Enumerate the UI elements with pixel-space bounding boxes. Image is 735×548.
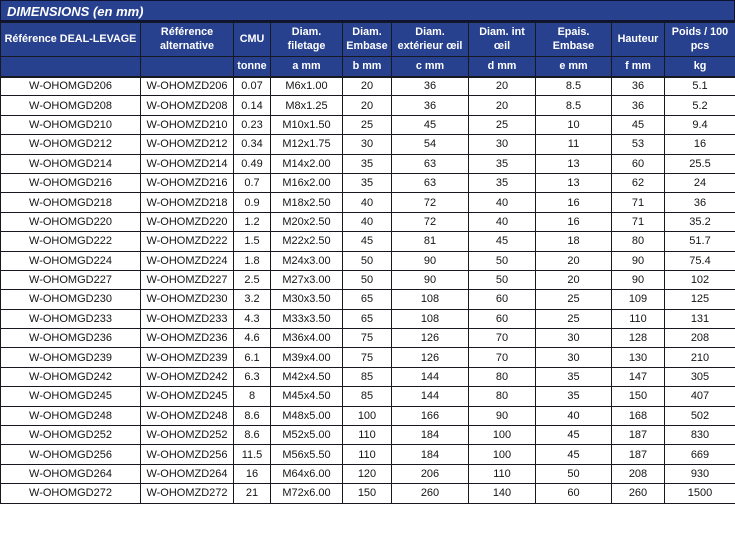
cell-diam-embase: 120 <box>343 464 392 483</box>
cell-cmu: 2.5 <box>234 270 271 289</box>
cell-ref-alternative: W-OHOMZD224 <box>141 251 234 270</box>
cell-poids-100pcs: 125 <box>665 290 735 309</box>
column-unit-poids-100pcs: kg <box>665 57 735 77</box>
cell-diam-embase: 40 <box>343 212 392 231</box>
cell-cmu: 4.6 <box>234 329 271 348</box>
cell-diam-exterieur-oeil: 260 <box>392 484 469 503</box>
cell-hauteur: 71 <box>612 212 665 231</box>
cell-diam-filetage: M33x3.50 <box>271 309 343 328</box>
table-row <box>1 135 735 154</box>
cell-epais-embase: 16 <box>536 212 612 231</box>
cell-epais-embase: 13 <box>536 173 612 192</box>
cell-epais-embase: 8.5 <box>536 77 612 96</box>
cell-cmu: 0.49 <box>234 154 271 173</box>
column-header-diam-int-oeil: Diam. int œil <box>469 23 536 57</box>
table-row <box>1 173 735 192</box>
column-unit-hauteur: f mm <box>612 57 665 77</box>
column-unit-ref-deal-levage <box>1 57 141 77</box>
cell-epais-embase: 10 <box>536 115 612 134</box>
cell-ref-alternative: W-OHOMZD206 <box>141 77 234 96</box>
cell-ref-deal-levage: W-OHOMGD252 <box>1 426 141 445</box>
cell-poids-100pcs: 210 <box>665 348 735 367</box>
cell-ref-deal-levage: W-OHOMGD227 <box>1 270 141 289</box>
cell-epais-embase: 20 <box>536 251 612 270</box>
table-row <box>1 348 735 367</box>
table-row <box>1 367 735 386</box>
cell-diam-embase: 35 <box>343 173 392 192</box>
cell-epais-embase: 18 <box>536 232 612 251</box>
cell-cmu: 0.23 <box>234 115 271 134</box>
cell-diam-exterieur-oeil: 126 <box>392 329 469 348</box>
cell-diam-exterieur-oeil: 184 <box>392 445 469 464</box>
table-row <box>1 309 735 328</box>
cell-hauteur: 208 <box>612 464 665 483</box>
cell-diam-embase: 110 <box>343 445 392 464</box>
cell-diam-embase: 85 <box>343 367 392 386</box>
cell-diam-exterieur-oeil: 108 <box>392 309 469 328</box>
cell-diam-filetage: M36x4.00 <box>271 329 343 348</box>
cell-poids-100pcs: 25.5 <box>665 154 735 173</box>
cell-diam-exterieur-oeil: 63 <box>392 173 469 192</box>
cell-cmu: 1.2 <box>234 212 271 231</box>
cell-ref-alternative: W-OHOMZD218 <box>141 193 234 212</box>
cell-diam-exterieur-oeil: 54 <box>392 135 469 154</box>
cell-ref-deal-levage: W-OHOMGD239 <box>1 348 141 367</box>
column-header-hauteur: Hauteur <box>612 23 665 57</box>
cell-ref-alternative: W-OHOMZD252 <box>141 426 234 445</box>
cell-ref-deal-levage: W-OHOMGD242 <box>1 367 141 386</box>
cell-poids-100pcs: 5.2 <box>665 96 735 115</box>
cell-hauteur: 147 <box>612 367 665 386</box>
cell-diam-int-oeil: 25 <box>469 115 536 134</box>
table-row <box>1 212 735 231</box>
cell-cmu: 0.07 <box>234 77 271 96</box>
cell-hauteur: 53 <box>612 135 665 154</box>
column-header-epais-embase: Epais. Embase <box>536 23 612 57</box>
cell-hauteur: 90 <box>612 270 665 289</box>
table-row <box>1 290 735 309</box>
cell-ref-alternative: W-OHOMZD216 <box>141 173 234 192</box>
cell-hauteur: 130 <box>612 348 665 367</box>
column-header-diam-filetage: Diam. filetage <box>271 23 343 57</box>
header-row-units <box>1 57 735 77</box>
cell-ref-deal-levage: W-OHOMGD248 <box>1 406 141 425</box>
cell-ref-alternative: W-OHOMZD220 <box>141 212 234 231</box>
cell-ref-alternative: W-OHOMZD245 <box>141 387 234 406</box>
cell-diam-int-oeil: 50 <box>469 251 536 270</box>
cell-diam-exterieur-oeil: 144 <box>392 387 469 406</box>
cell-ref-deal-levage: W-OHOMGD222 <box>1 232 141 251</box>
cell-diam-int-oeil: 80 <box>469 387 536 406</box>
cell-epais-embase: 45 <box>536 445 612 464</box>
cell-epais-embase: 60 <box>536 484 612 503</box>
cell-cmu: 1.5 <box>234 232 271 251</box>
cell-diam-exterieur-oeil: 72 <box>392 212 469 231</box>
cell-ref-deal-levage: W-OHOMGD210 <box>1 115 141 134</box>
cell-diam-embase: 40 <box>343 193 392 212</box>
cell-cmu: 8.6 <box>234 406 271 425</box>
column-unit-diam-embase: b mm <box>343 57 392 77</box>
table-body <box>1 77 735 504</box>
cell-cmu: 6.3 <box>234 367 271 386</box>
cell-diam-embase: 20 <box>343 77 392 96</box>
cell-diam-int-oeil: 45 <box>469 232 536 251</box>
table-row <box>1 115 735 134</box>
cell-diam-filetage: M52x5.00 <box>271 426 343 445</box>
cell-epais-embase: 25 <box>536 290 612 309</box>
cell-epais-embase: 30 <box>536 329 612 348</box>
cell-poids-100pcs: 102 <box>665 270 735 289</box>
cell-diam-embase: 65 <box>343 290 392 309</box>
table-row <box>1 270 735 289</box>
cell-diam-int-oeil: 80 <box>469 367 536 386</box>
table-row <box>1 464 735 483</box>
cell-epais-embase: 50 <box>536 464 612 483</box>
cell-diam-embase: 25 <box>343 115 392 134</box>
cell-hauteur: 150 <box>612 387 665 406</box>
column-unit-diam-filetage: a mm <box>271 57 343 77</box>
column-header-diam-embase: Diam. Embase <box>343 23 392 57</box>
cell-poids-100pcs: 930 <box>665 464 735 483</box>
cell-diam-embase: 50 <box>343 270 392 289</box>
cell-diam-filetage: M22x2.50 <box>271 232 343 251</box>
cell-hauteur: 110 <box>612 309 665 328</box>
cell-diam-int-oeil: 40 <box>469 193 536 212</box>
column-unit-diam-exterieur-oeil: c mm <box>392 57 469 77</box>
cell-diam-filetage: M12x1.75 <box>271 135 343 154</box>
table-row <box>1 426 735 445</box>
cell-diam-filetage: M39x4.00 <box>271 348 343 367</box>
cell-diam-embase: 150 <box>343 484 392 503</box>
cell-poids-100pcs: 35.2 <box>665 212 735 231</box>
table-row <box>1 96 735 115</box>
cell-hauteur: 36 <box>612 77 665 96</box>
cell-hauteur: 260 <box>612 484 665 503</box>
cell-diam-int-oeil: 50 <box>469 270 536 289</box>
cell-ref-deal-levage: W-OHOMGD220 <box>1 212 141 231</box>
cell-ref-deal-levage: W-OHOMGD216 <box>1 173 141 192</box>
cell-diam-int-oeil: 70 <box>469 329 536 348</box>
cell-ref-deal-levage: W-OHOMGD230 <box>1 290 141 309</box>
cell-diam-int-oeil: 35 <box>469 154 536 173</box>
cell-poids-100pcs: 9.4 <box>665 115 735 134</box>
cell-diam-exterieur-oeil: 144 <box>392 367 469 386</box>
table-row <box>1 193 735 212</box>
cell-ref-deal-levage: W-OHOMGD224 <box>1 251 141 270</box>
cell-hauteur: 90 <box>612 251 665 270</box>
cell-diam-filetage: M14x2.00 <box>271 154 343 173</box>
cell-diam-exterieur-oeil: 81 <box>392 232 469 251</box>
cell-poids-100pcs: 36 <box>665 193 735 212</box>
cell-diam-int-oeil: 60 <box>469 290 536 309</box>
cell-diam-filetage: M64x6.00 <box>271 464 343 483</box>
cell-cmu: 3.2 <box>234 290 271 309</box>
cell-poids-100pcs: 24 <box>665 173 735 192</box>
cell-epais-embase: 45 <box>536 426 612 445</box>
cell-hauteur: 62 <box>612 173 665 192</box>
cell-diam-embase: 30 <box>343 135 392 154</box>
cell-cmu: 16 <box>234 464 271 483</box>
cell-diam-embase: 100 <box>343 406 392 425</box>
cell-ref-alternative: W-OHOMZD210 <box>141 115 234 134</box>
cell-diam-int-oeil: 70 <box>469 348 536 367</box>
cell-diam-int-oeil: 20 <box>469 96 536 115</box>
cell-poids-100pcs: 502 <box>665 406 735 425</box>
cell-diam-filetage: M20x2.50 <box>271 212 343 231</box>
cell-hauteur: 168 <box>612 406 665 425</box>
cell-epais-embase: 35 <box>536 387 612 406</box>
cell-epais-embase: 20 <box>536 270 612 289</box>
cell-ref-deal-levage: W-OHOMGD236 <box>1 329 141 348</box>
cell-poids-100pcs: 305 <box>665 367 735 386</box>
cell-diam-exterieur-oeil: 90 <box>392 251 469 270</box>
cell-hauteur: 128 <box>612 329 665 348</box>
cell-epais-embase: 40 <box>536 406 612 425</box>
column-header-cmu: CMU <box>234 23 271 57</box>
cell-poids-100pcs: 669 <box>665 445 735 464</box>
cell-ref-alternative: W-OHOMZD222 <box>141 232 234 251</box>
cell-hauteur: 80 <box>612 232 665 251</box>
cell-hauteur: 71 <box>612 193 665 212</box>
cell-poids-100pcs: 131 <box>665 309 735 328</box>
cell-diam-filetage: M16x2.00 <box>271 173 343 192</box>
cell-cmu: 8.6 <box>234 426 271 445</box>
cell-diam-filetage: M10x1.50 <box>271 115 343 134</box>
cell-diam-filetage: M6x1.00 <box>271 77 343 96</box>
cell-epais-embase: 13 <box>536 154 612 173</box>
table-header <box>1 23 735 77</box>
cell-diam-exterieur-oeil: 184 <box>392 426 469 445</box>
column-header-poids-100pcs: Poids / 100 pcs <box>665 23 735 57</box>
cell-diam-exterieur-oeil: 126 <box>392 348 469 367</box>
cell-diam-embase: 85 <box>343 387 392 406</box>
cell-diam-filetage: M30x3.50 <box>271 290 343 309</box>
cell-ref-deal-levage: W-OHOMGD256 <box>1 445 141 464</box>
cell-cmu: 0.9 <box>234 193 271 212</box>
cell-diam-int-oeil: 35 <box>469 173 536 192</box>
cell-cmu: 6.1 <box>234 348 271 367</box>
cell-diam-filetage: M72x6.00 <box>271 484 343 503</box>
cell-epais-embase: 25 <box>536 309 612 328</box>
cell-poids-100pcs: 5.1 <box>665 77 735 96</box>
cell-cmu: 4.3 <box>234 309 271 328</box>
cell-ref-alternative: W-OHOMZD214 <box>141 154 234 173</box>
cell-diam-filetage: M42x4.50 <box>271 367 343 386</box>
table-row <box>1 445 735 464</box>
cell-diam-filetage: M48x5.00 <box>271 406 343 425</box>
cell-ref-alternative: W-OHOMZD272 <box>141 484 234 503</box>
cell-epais-embase: 16 <box>536 193 612 212</box>
cell-diam-int-oeil: 20 <box>469 77 536 96</box>
cell-ref-alternative: W-OHOMZD236 <box>141 329 234 348</box>
cell-diam-exterieur-oeil: 36 <box>392 77 469 96</box>
table-row <box>1 154 735 173</box>
column-header-ref-deal-levage: Référence DEAL-LEVAGE <box>1 23 141 57</box>
cell-ref-deal-levage: W-OHOMGD212 <box>1 135 141 154</box>
cell-hauteur: 45 <box>612 115 665 134</box>
cell-diam-filetage: M8x1.25 <box>271 96 343 115</box>
cell-ref-deal-levage: W-OHOMGD214 <box>1 154 141 173</box>
cell-cmu: 11.5 <box>234 445 271 464</box>
table-row <box>1 406 735 425</box>
cell-ref-alternative: W-OHOMZD233 <box>141 309 234 328</box>
cell-diam-filetage: M24x3.00 <box>271 251 343 270</box>
cell-cmu: 1.8 <box>234 251 271 270</box>
cell-ref-deal-levage: W-OHOMGD245 <box>1 387 141 406</box>
table-row <box>1 251 735 270</box>
cell-diam-int-oeil: 40 <box>469 212 536 231</box>
column-unit-ref-alternative <box>141 57 234 77</box>
table-row <box>1 329 735 348</box>
cell-ref-alternative: W-OHOMZD248 <box>141 406 234 425</box>
cell-ref-deal-levage: W-OHOMGD264 <box>1 464 141 483</box>
cell-poids-100pcs: 1500 <box>665 484 735 503</box>
cell-ref-alternative: W-OHOMZD212 <box>141 135 234 154</box>
cell-diam-filetage: M45x4.50 <box>271 387 343 406</box>
table-row <box>1 77 735 96</box>
header-row-main <box>1 23 735 57</box>
cell-diam-embase: 50 <box>343 251 392 270</box>
cell-diam-exterieur-oeil: 90 <box>392 270 469 289</box>
table-title: DIMENSIONS (en mm) <box>0 0 735 22</box>
cell-ref-deal-levage: W-OHOMGD233 <box>1 309 141 328</box>
cell-diam-int-oeil: 90 <box>469 406 536 425</box>
column-unit-epais-embase: e mm <box>536 57 612 77</box>
cell-diam-int-oeil: 100 <box>469 426 536 445</box>
cell-poids-100pcs: 16 <box>665 135 735 154</box>
table-row <box>1 484 735 503</box>
cell-poids-100pcs: 830 <box>665 426 735 445</box>
cell-hauteur: 60 <box>612 154 665 173</box>
cell-diam-filetage: M18x2.50 <box>271 193 343 212</box>
column-unit-diam-int-oeil: d mm <box>469 57 536 77</box>
column-header-diam-exterieur-oeil: Diam. extérieur œil <box>392 23 469 57</box>
cell-poids-100pcs: 75.4 <box>665 251 735 270</box>
cell-cmu: 8 <box>234 387 271 406</box>
cell-diam-exterieur-oeil: 36 <box>392 96 469 115</box>
cell-diam-embase: 75 <box>343 329 392 348</box>
cell-diam-exterieur-oeil: 72 <box>392 193 469 212</box>
cell-diam-embase: 20 <box>343 96 392 115</box>
cell-diam-exterieur-oeil: 108 <box>392 290 469 309</box>
cell-cmu: 21 <box>234 484 271 503</box>
cell-diam-embase: 45 <box>343 232 392 251</box>
cell-diam-int-oeil: 60 <box>469 309 536 328</box>
cell-cmu: 0.34 <box>234 135 271 154</box>
cell-cmu: 0.7 <box>234 173 271 192</box>
cell-diam-filetage: M56x5.50 <box>271 445 343 464</box>
cell-hauteur: 109 <box>612 290 665 309</box>
column-unit-cmu: tonne <box>234 57 271 77</box>
dimensions-table <box>0 22 735 504</box>
cell-diam-embase: 75 <box>343 348 392 367</box>
cell-diam-int-oeil: 110 <box>469 464 536 483</box>
cell-ref-deal-levage: W-OHOMGD206 <box>1 77 141 96</box>
cell-diam-exterieur-oeil: 206 <box>392 464 469 483</box>
cell-diam-embase: 65 <box>343 309 392 328</box>
cell-diam-embase: 110 <box>343 426 392 445</box>
table-row <box>1 387 735 406</box>
cell-poids-100pcs: 407 <box>665 387 735 406</box>
cell-diam-exterieur-oeil: 63 <box>392 154 469 173</box>
cell-hauteur: 36 <box>612 96 665 115</box>
cell-ref-alternative: W-OHOMZD227 <box>141 270 234 289</box>
cell-poids-100pcs: 208 <box>665 329 735 348</box>
cell-cmu: 0.14 <box>234 96 271 115</box>
column-header-ref-alternative: Référence alternative <box>141 23 234 57</box>
cell-ref-deal-levage: W-OHOMGD208 <box>1 96 141 115</box>
cell-poids-100pcs: 51.7 <box>665 232 735 251</box>
cell-diam-embase: 35 <box>343 154 392 173</box>
cell-epais-embase: 30 <box>536 348 612 367</box>
cell-diam-int-oeil: 100 <box>469 445 536 464</box>
cell-epais-embase: 8.5 <box>536 96 612 115</box>
cell-epais-embase: 11 <box>536 135 612 154</box>
cell-diam-int-oeil: 140 <box>469 484 536 503</box>
table-row <box>1 232 735 251</box>
cell-ref-deal-levage: W-OHOMGD272 <box>1 484 141 503</box>
cell-diam-exterieur-oeil: 45 <box>392 115 469 134</box>
cell-hauteur: 187 <box>612 445 665 464</box>
cell-diam-exterieur-oeil: 166 <box>392 406 469 425</box>
cell-diam-int-oeil: 30 <box>469 135 536 154</box>
cell-ref-alternative: W-OHOMZD264 <box>141 464 234 483</box>
cell-hauteur: 187 <box>612 426 665 445</box>
cell-ref-deal-levage: W-OHOMGD218 <box>1 193 141 212</box>
cell-ref-alternative: W-OHOMZD242 <box>141 367 234 386</box>
cell-ref-alternative: W-OHOMZD239 <box>141 348 234 367</box>
cell-diam-filetage: M27x3.00 <box>271 270 343 289</box>
cell-ref-alternative: W-OHOMZD256 <box>141 445 234 464</box>
cell-ref-alternative: W-OHOMZD230 <box>141 290 234 309</box>
cell-epais-embase: 35 <box>536 367 612 386</box>
cell-ref-alternative: W-OHOMZD208 <box>141 96 234 115</box>
